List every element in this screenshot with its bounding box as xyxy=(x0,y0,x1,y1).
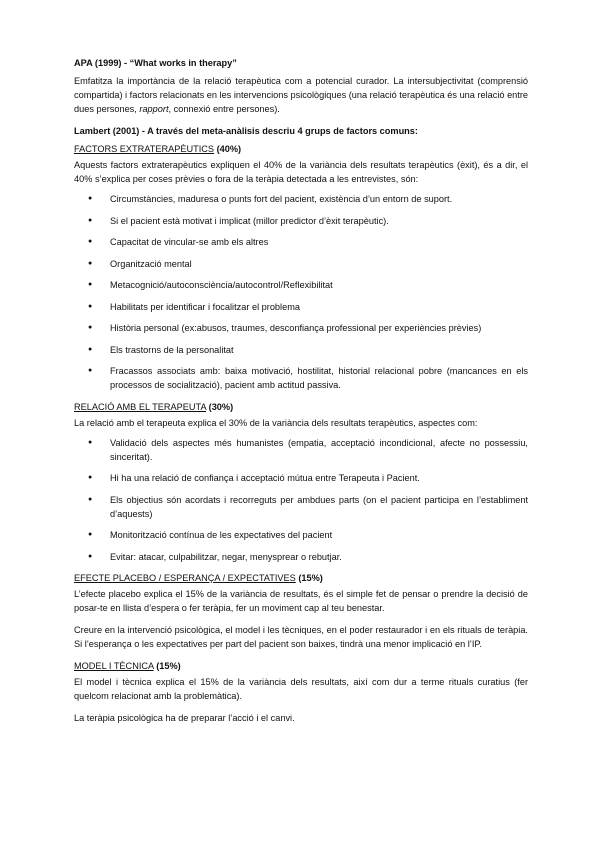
section-heading-therapist-relation xyxy=(74,400,528,414)
apa-text-em: rapport xyxy=(139,104,169,114)
section-percent: (15%) xyxy=(156,661,181,671)
list-item: ● Habilitats per identificar i focalitzar el problema xyxy=(74,300,528,314)
list-item: ● Els trastorns de la personalitat xyxy=(74,343,528,357)
section-percent: (40%) xyxy=(216,144,242,154)
model-paragraph-1: El model i tècnica explica el 15% de la variància dels resultats, així com dur a terme rituals curatius (fer quelcom relacionat amb la problemàtica). xyxy=(74,677,528,701)
list-item: ● Si el pacient està motivat i implicat (millor predictor d’èxit terapèutic). xyxy=(74,214,528,228)
list-item: ● Història personal (ex:abusos, traumes, desconfiança professional per experiències prèvies) xyxy=(74,321,528,335)
list-item: ● Monitorització contínua de les expectatives del pacient xyxy=(74,528,528,542)
apa-heading: APA (1999) - “What works in therapy” xyxy=(74,58,237,68)
list-item: ● Circumstàncies, maduresa o punts fort del pacient, existència d’un entorn de suport. xyxy=(74,192,528,206)
apa-text-b: , connexió entre persones). xyxy=(168,104,280,114)
list-item: ● Organització mental xyxy=(74,257,528,271)
therapist-relation-list xyxy=(74,436,528,564)
apa-text-a: Emfatitza la importància de la relació terapèutica com a potencial curador. La intersubjectivitat (comprensió compartida) i factors relacionats en les intervencions psicològiques (una relació terapèutica és una relació entre dues persones, xyxy=(74,76,529,114)
section-heading-extratherapeutic xyxy=(74,142,528,156)
list-item: ● Els objectius són acordats i recorreguts per ambdues parts (on el pacient participa en l’establiment d’aquests) xyxy=(74,493,528,521)
list-item: ● Evitar: atacar, culpabilitzar, negar, menysprear o rebutjar. xyxy=(74,550,528,564)
list-item: ● Hi ha una relació de confiança i acceptació mútua entre Terapeuta i Pacient. xyxy=(74,471,528,485)
section-intro: Aquests factors extraterapèutics expliquen el 40% de la variància dels resultats terapèutics (èxit), és a dir, el 40% s’explica per coses prèvies o fora de la teràpia detectada a les entrevistes, són: xyxy=(74,160,528,184)
list-item: ● Capacitat de vincular-se amb els altres xyxy=(74,235,528,249)
lambert-heading: Lambert (2001) - A través del meta-anàlisis descriu 4 grups de factors comuns: xyxy=(74,126,418,136)
section-percent: (15%) xyxy=(298,573,323,583)
section-title: MODEL I TÈCNICA xyxy=(74,661,154,671)
extratherapeutic-list xyxy=(74,192,528,392)
section-heading-model-technique xyxy=(74,659,528,673)
model-paragraph-2: La teràpia psicològica ha de preparar l’acció i el canvi. xyxy=(74,713,295,723)
section-title: RELACIÓ AMB EL TERAPEUTA xyxy=(74,401,207,412)
list-item: ● Validació dels aspectes més humanistes (empatia, acceptació incondicional, afecte no possessiu, sinceritat). xyxy=(74,436,528,464)
section-percent: (30%) xyxy=(208,401,234,412)
placebo-paragraph-2: Creure en la intervenció psicològica, el model i les tècniques, en el poder restaurador i en els rituals de teràpia. Si l’esperança o les expectatives per part del pacient son baixes, tindrà una menor implicació en l’IP. xyxy=(74,625,528,649)
list-item: ● Fracassos associats amb: baixa motivació, hostilitat, historial relacional pobre (mancances en els processos de socialització), pacient amb actitud passiva. xyxy=(74,364,528,392)
section-title: FACTORS EXTRATERAPÈUTICS xyxy=(74,144,215,154)
placebo-paragraph-1: L’efecte placebo explica el 15% de la variància de resultats, és el simple fet de pensar o prendre la decisió de posar-te en llista d’espera o fer teràpia, fer un moviment cap al teu benestar. xyxy=(74,589,528,613)
apa-paragraph xyxy=(74,74,528,116)
section-intro: La relació amb el terapeuta explica el 30% de la variància dels resultats terapèutics, aspectes com: xyxy=(74,417,478,428)
section-heading-placebo xyxy=(74,571,528,585)
list-item: ● Metacognició/autoconsciència/autocontrol/Reflexibilitat xyxy=(74,278,528,292)
section-title: EFECTE PLACEBO / ESPERANÇA / EXPECTATIVES xyxy=(74,573,296,583)
document-page xyxy=(74,56,528,733)
